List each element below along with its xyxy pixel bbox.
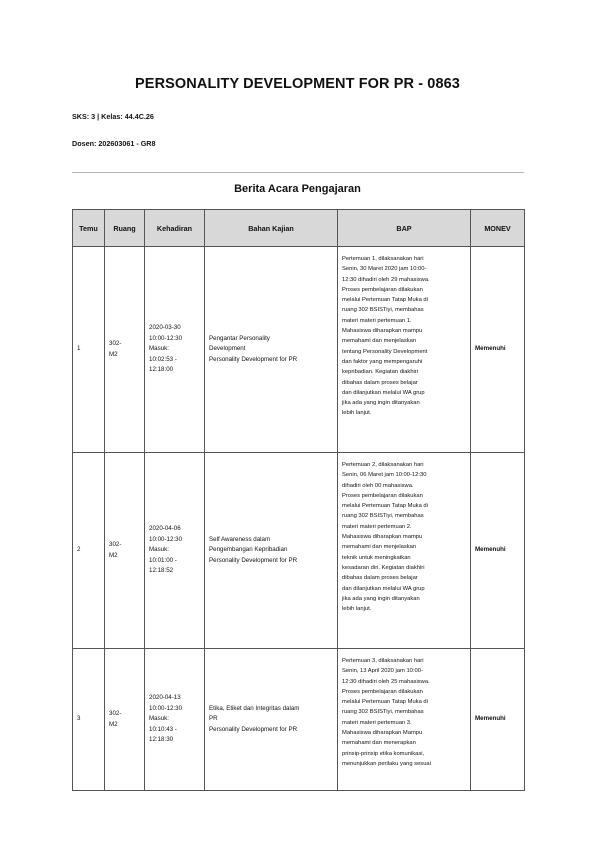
cell-line: Proses pembelajaran dilakukan [342, 286, 423, 293]
cell-line: dibahas dalam proses belajar [342, 575, 418, 582]
cell-line: Pengembangan Kepribadian [209, 546, 288, 554]
lecturer-info: Dosen: 202603061 - GR8 [72, 139, 156, 148]
cell-line: 302- [109, 340, 122, 348]
cell-line: memahami dan menerapkan [342, 740, 416, 747]
cell-line: jika ada yang ingin ditanyakan [342, 595, 420, 602]
cell-line: 12:30 dihadiri oleh 25 mahasiswa. [342, 678, 430, 685]
cell-line: M2 [109, 720, 118, 728]
cell-line: lebih lanjut. [342, 606, 372, 613]
cell-line: Personality Development for PR [209, 725, 298, 733]
cell-line: 10:00-12:30 [149, 334, 183, 342]
cell-line: 10:01:00 - [149, 556, 177, 564]
cell-ruang [105, 649, 145, 791]
cell-line: melalui Pertemuan Tatap Muka di [342, 503, 428, 510]
cell-line: Proses pembelajaran dilakukan [342, 492, 423, 499]
course-info: SKS: 3 | Kelas: 44.4C.26 [72, 112, 154, 121]
cell-line: teknik untuk meningkatkan [342, 554, 411, 561]
cell-bahan-kajian [205, 649, 338, 791]
cell-line: 2020-04-06 [149, 525, 181, 533]
cell-line: Senin, 13 April 2020 jam 10:00- [342, 668, 423, 675]
cell-kehadiran [145, 649, 205, 791]
cell-bahan-kajian [205, 453, 338, 649]
cell-line: memahami dan menjelaskan [342, 544, 417, 551]
cell-line: dan dilanjutkan melalui WA grup [342, 389, 425, 396]
cell-kehadiran [145, 247, 205, 453]
cell-bahan-kajian [205, 247, 338, 453]
cell-line: Masuk: [149, 546, 169, 554]
cell-line: Mahasiswa diharapkan Mampu [342, 730, 423, 737]
cell-line: Pertemuan 3, dilaksanakan hari [342, 658, 424, 664]
table-row [73, 453, 525, 649]
header-kehadiran: Kehadiran [145, 210, 205, 247]
cell-line: M2 [109, 350, 118, 358]
cell-line: Pengantar Personality [209, 334, 270, 342]
cell-line: 10:00-12:30 [149, 704, 183, 712]
cell-line: dan dilanjutkan melalui WA grup [342, 585, 425, 592]
cell-line: Etika, Etiket dan Integritas dalam [209, 704, 300, 712]
cell-line: tentang Personality Development [342, 348, 428, 355]
cell-bap [338, 247, 471, 453]
cell-line: Pertemuan 2, dilaksanakan hari [342, 462, 424, 468]
cell-line: memahami dan menjelaskan [342, 338, 417, 345]
table-row [73, 649, 525, 791]
cell-bap [338, 453, 471, 649]
cell-line: Mahasiswa diharapkan mampu [342, 328, 423, 335]
table-header-row [73, 210, 525, 247]
cell-monev: Memenuhi [471, 649, 525, 791]
cell-line: 12:18:52 [149, 567, 174, 575]
cell-line: materi materi pertemuan 2. [342, 523, 412, 530]
cell-line: Senin, 06 Maret jam 10:00-12:30 [342, 472, 427, 479]
cell-line: menunjukkan perilaku yang sesuai [342, 760, 431, 767]
cell-line: Self Awareness dalam [209, 535, 271, 543]
cell-monev: Memenuhi [471, 247, 525, 453]
divider [72, 172, 524, 173]
cell-line: materi materi pertemuan 1. [342, 317, 412, 324]
cell-line: 12:30 dihadiri oleh 29 mahasiswa. [342, 276, 430, 283]
cell-temu: 2 [73, 453, 105, 649]
cell-line: 12:18:00 [149, 366, 174, 374]
cell-line: melalui Pertemuan Tatap Muka di [342, 297, 428, 304]
cell-line: Mahasiswa diharapkan mampu [342, 534, 423, 541]
section-title: Berita Acara Pengajaran [234, 183, 361, 195]
cell-line: ruang 302 BSISTiyi, membahas [342, 307, 424, 314]
cell-line: kepribadian. Kegiatan diakhiri [342, 369, 419, 376]
cell-line: 2020-03-30 [149, 324, 181, 332]
cell-line: prinsip-prinsip etika komunikasi, [342, 750, 425, 757]
cell-line: 10:00-12:30 [149, 535, 183, 543]
cell-line: ruang 302 BSISTiyi, membahas [342, 709, 424, 716]
cell-line: materi materi pertemuan 3. [342, 719, 412, 726]
cell-bap [338, 649, 471, 791]
header-monev: MONEV [471, 210, 525, 247]
cell-line: Pertemuan 1, dilaksanakan hari [342, 256, 424, 262]
cell-line: Personality Development for PR [209, 355, 298, 363]
table-row [73, 247, 525, 453]
cell-line: 2020-04-13 [149, 694, 181, 702]
teaching-report-table [72, 209, 525, 791]
header-bap: BAP [338, 210, 471, 247]
cell-line: 302- [109, 541, 122, 549]
cell-line: 10:10:43 - [149, 725, 177, 733]
cell-line: M2 [109, 551, 118, 559]
cell-ruang [105, 247, 145, 453]
cell-line: 302- [109, 710, 122, 718]
cell-line: Personality Development for PR [209, 556, 298, 564]
cell-line: Proses pembelajaran dilakukan [342, 688, 423, 695]
header-bahan-kajian: Bahan Kajian [205, 210, 338, 247]
cell-line: dan faktor yang mempengaruhi [342, 358, 423, 365]
header-temu: Temu [73, 210, 105, 247]
cell-ruang [105, 453, 145, 649]
cell-temu: 1 [73, 247, 105, 453]
cell-monev: Memenuhi [471, 453, 525, 649]
document-title: PERSONALITY DEVELOPMENT FOR PR - 0863 [135, 76, 460, 92]
cell-line: PR [209, 715, 218, 723]
cell-kehadiran [145, 453, 205, 649]
cell-line: dibahas dalam proses belajar [342, 379, 418, 386]
cell-line: 10:02:53 - [149, 355, 177, 363]
cell-temu: 3 [73, 649, 105, 791]
cell-line: Senin, 30 Maret 2020 jam 10:00- [342, 266, 427, 273]
cell-line: 12:18:30 [149, 736, 174, 744]
cell-line: kesadaran diri. Kegiatan diakhiri [342, 564, 425, 571]
cell-line: Development [209, 345, 246, 353]
cell-line: dihadiri oleh 00 mahasiswa. [342, 482, 414, 489]
cell-line: ruang 302 BSISTiyi, membahas [342, 513, 424, 520]
cell-line: Masuk: [149, 345, 169, 353]
header-ruang: Ruang [105, 210, 145, 247]
cell-line: melalui Pertemuan Tatap Muka di [342, 699, 428, 706]
cell-line: jika ada yang ingin ditanyakan [342, 400, 420, 407]
cell-line: lebih lanjut. [342, 410, 372, 417]
cell-line: Masuk: [149, 715, 169, 723]
